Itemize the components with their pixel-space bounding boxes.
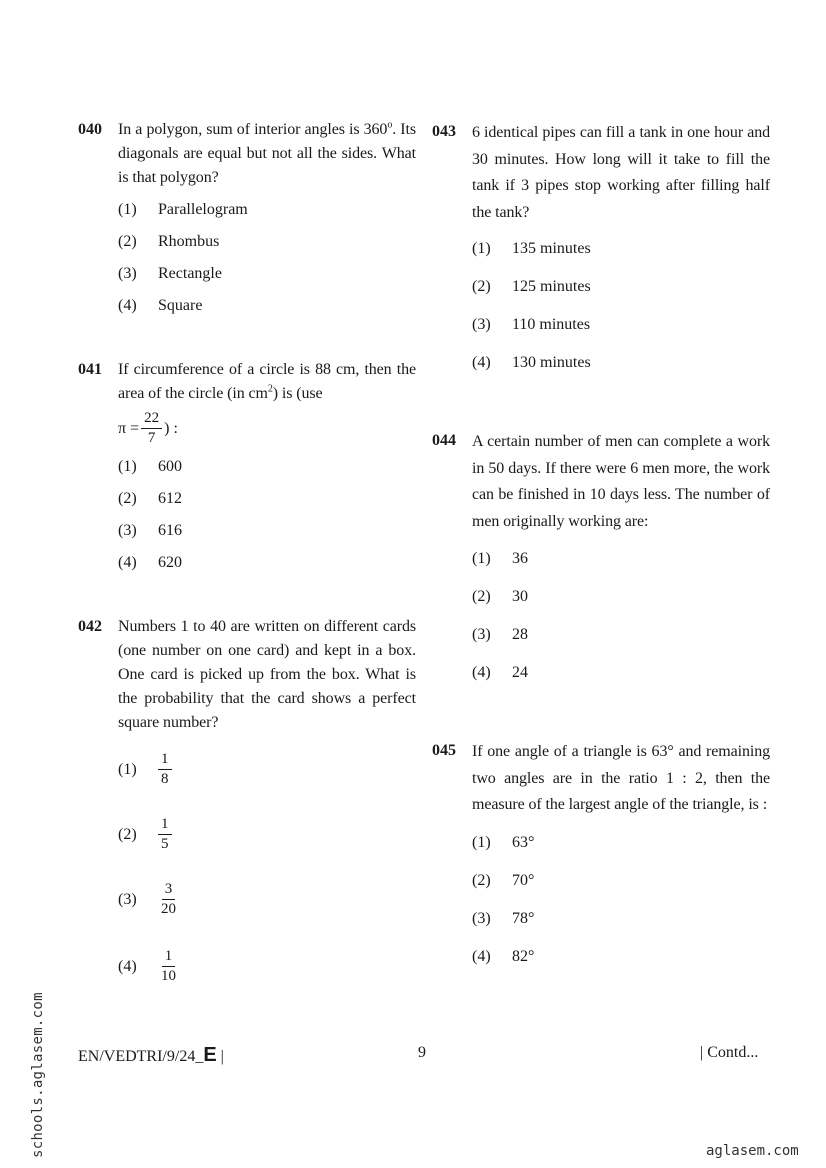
- option-2: (2) $\frac{1}{5}$: [118, 816, 416, 853]
- question-044: [432, 429, 770, 683]
- option-1: (1) $\frac{1}{8}$: [118, 751, 416, 788]
- left-column: [78, 118, 416, 985]
- side-watermark: schools.aglasem.com: [30, 992, 46, 1158]
- fraction: $\frac{1}{10}$: [161, 948, 176, 984]
- option-4: (4) 130 minutes: [472, 354, 591, 371]
- question-number: 044: [432, 432, 456, 449]
- question-text: If circumference of a circle is 88 cm, then the area of the circle (in $cm^2$) is (use: [118, 361, 416, 402]
- option-1: (1) 63°: [472, 833, 535, 851]
- option-4: (4) $\frac{1}{10}$: [118, 948, 416, 985]
- option-3: (3) 28: [472, 626, 528, 643]
- option-4: (4) 24: [472, 664, 528, 681]
- option-3: (3) Rectangle: [118, 265, 222, 282]
- option-3: (3) $\frac{3}{20}$: [118, 881, 416, 918]
- option-4: (4) 620: [118, 554, 182, 571]
- contd-label: | Contd...: [700, 1044, 759, 1061]
- fraction: $\frac{1}{5}$: [158, 816, 172, 853]
- option-1: (1) 36: [472, 550, 528, 567]
- question-number: 041: [78, 361, 102, 378]
- option-2: (2) 30: [472, 588, 528, 605]
- question-text: In a polygon, sum of interior angles is 360$^o$. Its diagonals are equal but not all the sides. What is that polygon?: [118, 119, 416, 186]
- fraction: $\frac{3}{20}$: [161, 881, 176, 917]
- question-045: [432, 739, 770, 967]
- option-3: (3) 78°: [472, 909, 535, 927]
- option-3: (3) 110 minutes: [472, 316, 591, 333]
- option-4: (4) 82°: [472, 947, 535, 965]
- bottom-watermark: aglasem.com: [706, 1143, 799, 1159]
- option-3: (3) 616: [118, 522, 182, 539]
- superscript: 2: [267, 383, 273, 395]
- question-040: [78, 118, 416, 316]
- pi-expression: π = $\frac{22}{7}$ ) :: [118, 410, 178, 446]
- option-2: (2) Rhombus: [118, 233, 220, 250]
- fraction: $\frac{22}{7}$: [141, 410, 162, 447]
- right-column: [432, 118, 770, 967]
- question-text: Numbers 1 to 40 are written on different cards (one number on one card) and kept in a box. One card is picked up from the box. What is the probability that the card shows a perfect square number?: [118, 618, 416, 731]
- option-4: (4) Square: [118, 297, 203, 314]
- option-2: (2) 70°: [472, 871, 535, 889]
- option-1: (1) Parallelogram: [118, 201, 248, 218]
- option-2: (2) 612: [118, 490, 182, 507]
- fraction: $\frac{1}{8}$: [158, 751, 172, 788]
- option-1: (1) 135 minutes: [472, 240, 591, 257]
- option-2: (2) 125 minutes: [472, 278, 591, 295]
- question-number: 043: [432, 123, 456, 140]
- edition-letter: E: [203, 1044, 217, 1066]
- question-number: 045: [432, 742, 456, 759]
- question-text: 6 identical pipes can fill a tank in one hour and 30 minutes. How long will it take to fill the tank if 3 pipes stop working after filling half the tank?: [472, 124, 770, 221]
- question-042: [78, 615, 416, 985]
- question-number: 040: [78, 121, 102, 138]
- question-041: [78, 358, 416, 573]
- question-text: If one angle of a triangle is 63° and remaining two angles are in the ratio 1 : 2, then the measure of the largest angle of the triangle, is :: [472, 743, 770, 813]
- question-text: A certain number of men can complete a work in 50 days. If there were 6 men more, the work can be finished in 10 days less. The number of men originally working are:: [472, 433, 770, 530]
- degree-mark: o: [387, 119, 393, 131]
- question-number: 042: [78, 618, 102, 635]
- option-1: (1) 600: [118, 458, 182, 475]
- page-number: 9: [418, 1044, 426, 1061]
- question-043: [432, 120, 770, 373]
- footer-code: EN/VEDTRI/9/24_E |: [78, 1044, 224, 1066]
